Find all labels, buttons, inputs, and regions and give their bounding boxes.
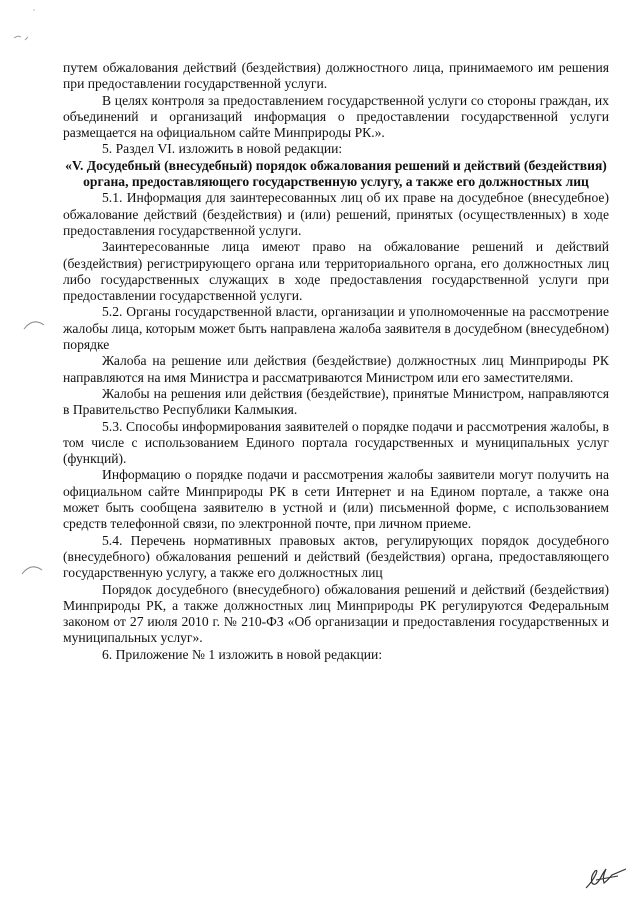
section-heading: «V. Досудебный (внесудебный) порядок обжалования решений и действий (бездействия) органа, предоставляющего государственную услугу, а также его должностных лиц xyxy=(65,157,607,190)
paragraph: Жалобы на решения или действия (бездействие), принятые Министром, направляются в Правительство Республики Калмыкия. xyxy=(63,385,609,418)
paragraph: Заинтересованные лица имеют право на обжалование решений и действий (бездействия) регистрирующего органа или территориального органа, его должностных лиц либо государственных служащих в ходе предоставления государственной услуги при предоставлении государственной услуги. xyxy=(63,239,609,304)
scan-artifact-mark xyxy=(0,0,60,60)
paragraph: 5.1. Информация для заинтересованных лиц об их праве на досудебное (внесудебное) обжалование действий (бездействия) и (или) решений, принятых (осуществленных) в ходе предоставления государственной услуги. xyxy=(63,190,609,238)
signature-initials xyxy=(582,858,632,894)
paragraph: Жалоба на решение или действия (бездействие) должностных лиц Минприроды РК направляются на имя Министра и рассматриваются Министром или его заместителями. xyxy=(63,353,609,385)
paragraph: 5. Раздел VI. изложить в новой редакции: xyxy=(102,141,343,157)
paragraph: путем обжалования действий (бездействия) должностного лица, принимаемого им решения при предоставлении государственной услуги. xyxy=(63,60,609,92)
punch-hole-mark xyxy=(20,560,44,580)
paragraph: 6. Приложение № 1 изложить в новой редакции: xyxy=(102,646,383,662)
paragraph: Порядок досудебного (внесудебного) обжалования решений и действий (бездействия) Минприроды РК, а также должностных лиц Минприроды РК регулируются Федеральным законом от 27 июля 2010 г. № 210-ФЗ «Об организации и предоставления государственных и муниципальных услуг». xyxy=(63,581,609,646)
punch-hole-mark xyxy=(22,315,46,335)
paragraph: 5.3. Способы информирования заявителей о порядке подачи и рассмотрения жалобы, в том числе с использованием Единого портала государственных и муниципальных услуг (функций). xyxy=(63,418,609,467)
document-page xyxy=(63,60,609,663)
paragraph: 5.4. Перечень нормативных правовых актов, регулирующих порядок досудебного (внесудебного) обжалования решений и действий (бездействия) органа, предоставляющего государственную услугу, а также его должностных лиц xyxy=(63,532,609,581)
paragraph: В целях контроля за предоставлением государственной услуги со стороны граждан, их объединений и организаций информация о предоставлении государственной услуги размещается на официальном сайте Минприроды РК.». xyxy=(63,92,609,141)
paragraph: Информацию о порядке подачи и рассмотрения жалобы заявители могут получить на официальном сайте Минприроды РК в сети Интернет и на Едином портале, а также она может быть сообщена заявителю в устной и (или) письменной форме, с использованием средств телефонной связи, по электронной почте, при личном приеме. xyxy=(63,467,609,532)
paragraph: 5.2. Органы государственной власти, организации и уполномоченные на рассмотрение жалобы лица, которым может быть направлена жалоба заявителя в досудебном (внесудебном) порядке xyxy=(63,304,609,353)
